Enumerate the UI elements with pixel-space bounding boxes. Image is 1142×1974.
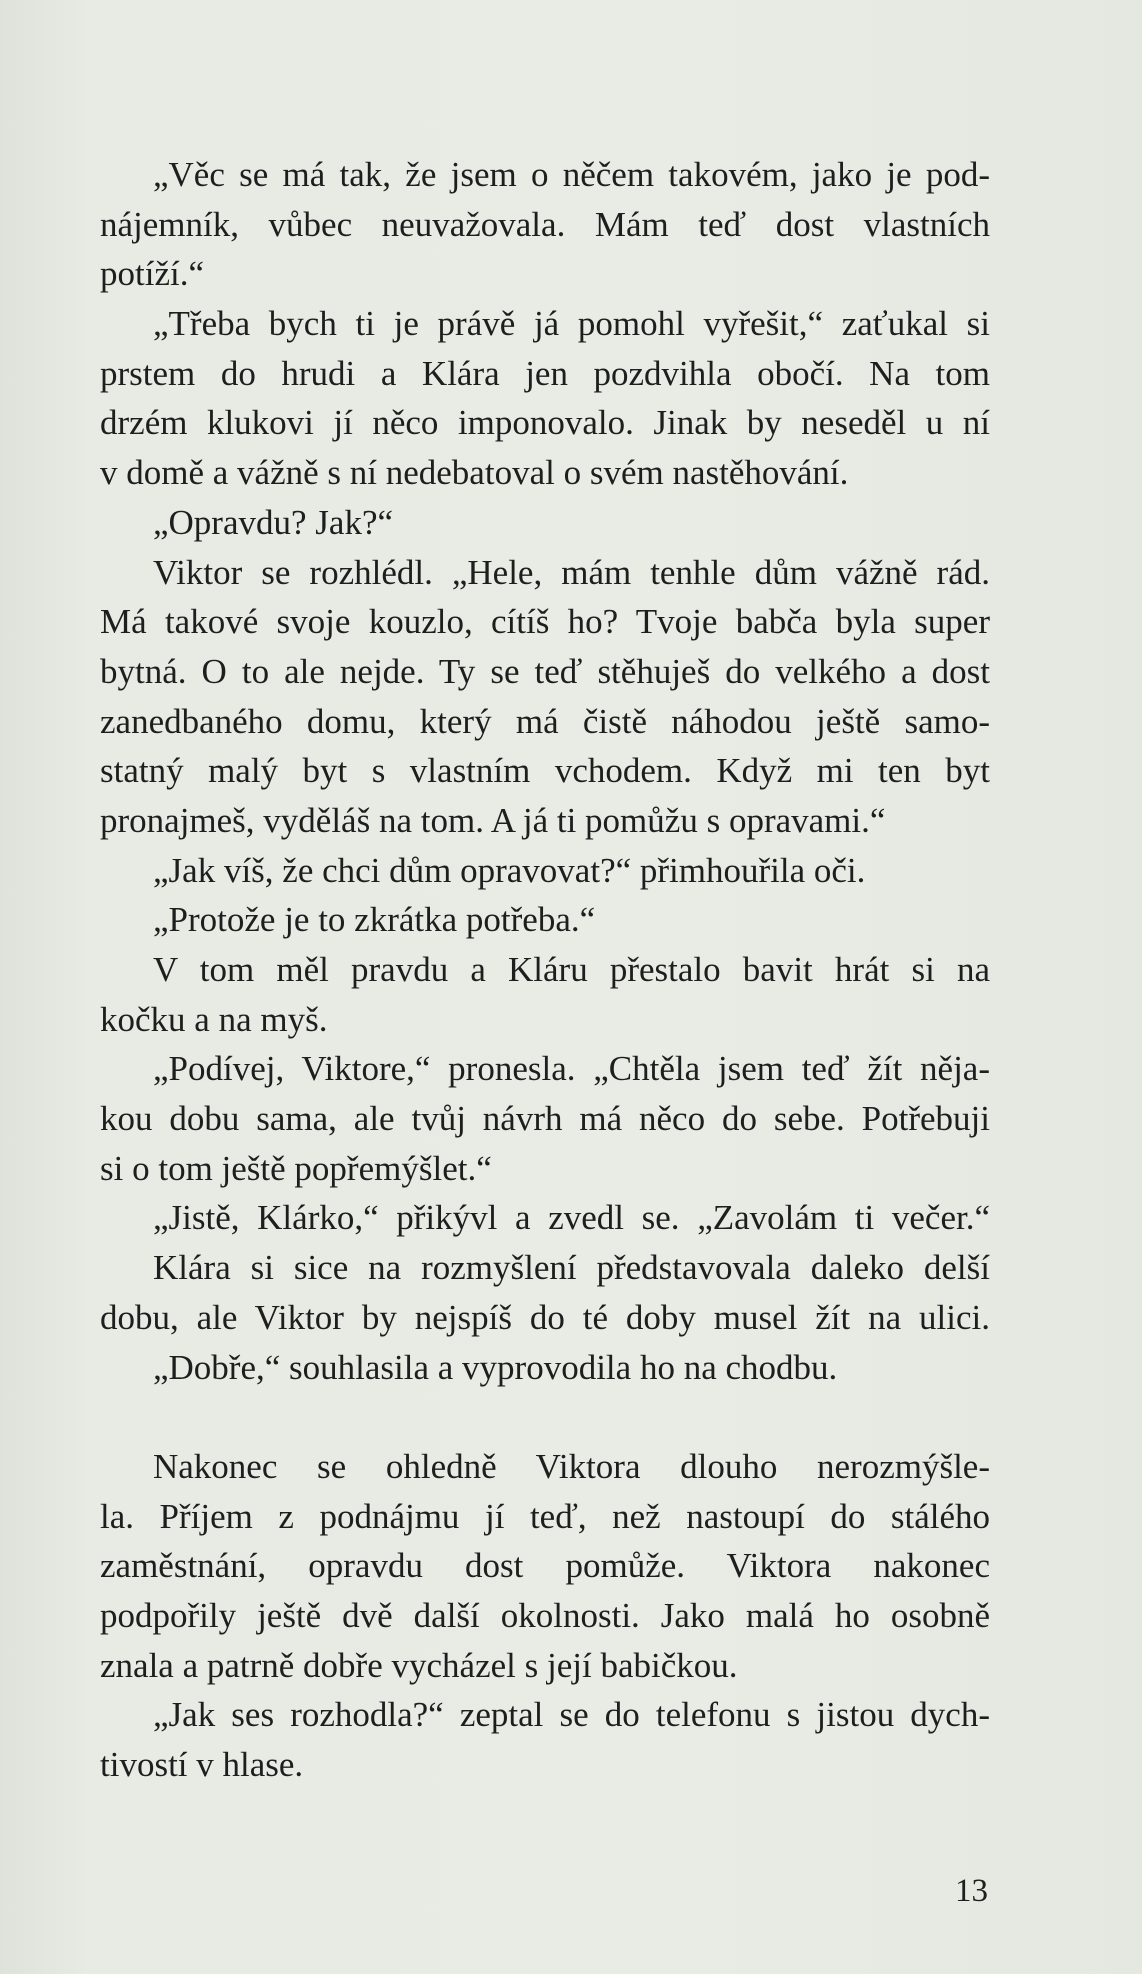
text-line: „Věc se má tak, že jsem o něčem takovém, jako je pod-: [153, 155, 990, 194]
text-line: la. Příjem z podnájmu jí teď, než nastoupí do stálého: [100, 1496, 990, 1536]
text-line: V tom měl pravdu a Kláru přestalo bavit hrát si na: [153, 950, 990, 989]
text-line: si o tom ještě popřemýšlet.“: [100, 1148, 492, 1188]
text-line: drzém klukovi jí něco imponovalo. Jinak by neseděl u ní: [100, 403, 990, 443]
text-line: Nakonec se ohledně Viktora dlouho nerozmýšle-: [153, 1446, 990, 1486]
text-line: „Opravdu? Jak?“: [153, 502, 394, 542]
text-line: „Třeba bych ti je právě já pomohl vyřešit,“ zaťukal si: [153, 304, 990, 344]
text-line: statný malý byt s vlastním vchodem. Když mi ten byt: [100, 751, 990, 791]
text-line: znala a patrně dobře vycházel s její babičkou.: [100, 1645, 738, 1685]
blank-line: [100, 1392, 990, 1442]
text-line: Má takové svoje kouzlo, cítíš ho? Tvoje babča byla super: [100, 602, 990, 642]
text-line: pronajmeš, vyděláš na tom. A já ti pomůžu s opravami.“: [100, 800, 886, 840]
text-line: tivostí v hlase.: [100, 1745, 304, 1784]
text-line: kočku a na myš.: [100, 999, 328, 1039]
page-number: 13: [955, 1873, 988, 1909]
text-line: zanedbaného domu, který má čistě náhodou ještě samo-: [100, 701, 990, 741]
text-line: v domě a vážně s ní nedebatoval o svém nastěhování.: [100, 453, 849, 493]
text-line: zaměstnání, opravdu dost pomůže. Viktora nakonec: [100, 1546, 990, 1586]
text-line: Klára si sice na rozmyšlení představovala daleko delší: [153, 1248, 990, 1288]
text-line: nájemník, vůbec neuvažovala. Mám teď dost vlastních: [100, 204, 990, 244]
text-line: bytná. O to ale nejde. Ty se teď stěhuješ do velkého a dost: [100, 651, 990, 691]
text-line: podpořily ještě dvě další okolnosti. Jako malá ho osobně: [100, 1595, 990, 1635]
text-line: „Jak víš, že chci dům opravovat?“ přimhouřila oči.: [153, 850, 866, 890]
text-line: dobu, ale Viktor by nejspíš do té doby musel žít na ulici.: [100, 1297, 990, 1337]
text-line: Viktor se rozhlédl. „Hele, mám tenhle dům vážně rád.: [153, 552, 990, 592]
body-text: [100, 150, 990, 1790]
text-line: potíží.“: [100, 254, 204, 294]
text-line: „Podívej, Viktore,“ pronesla. „Chtěla jsem teď žít něja-: [153, 1049, 990, 1089]
text-line: „Jistě, Klárko,“ přikývl a zvedl se. „Zavolám ti večer.“: [153, 1198, 990, 1238]
text-line: „Protože je to zkrátka potřeba.“: [153, 900, 596, 940]
text-line: „Dobře,“ souhlasila a vyprovodila ho na chodbu.: [153, 1347, 838, 1387]
text-line: prstem do hrudi a Klára jen pozdvihla obočí. Na tom: [100, 353, 990, 393]
text-line: „Jak ses rozhodla?“ zeptal se do telefonu s jistou dych-: [153, 1695, 990, 1735]
text-line: kou dobu sama, ale tvůj návrh má něco do sebe. Potřebuji: [100, 1099, 990, 1139]
